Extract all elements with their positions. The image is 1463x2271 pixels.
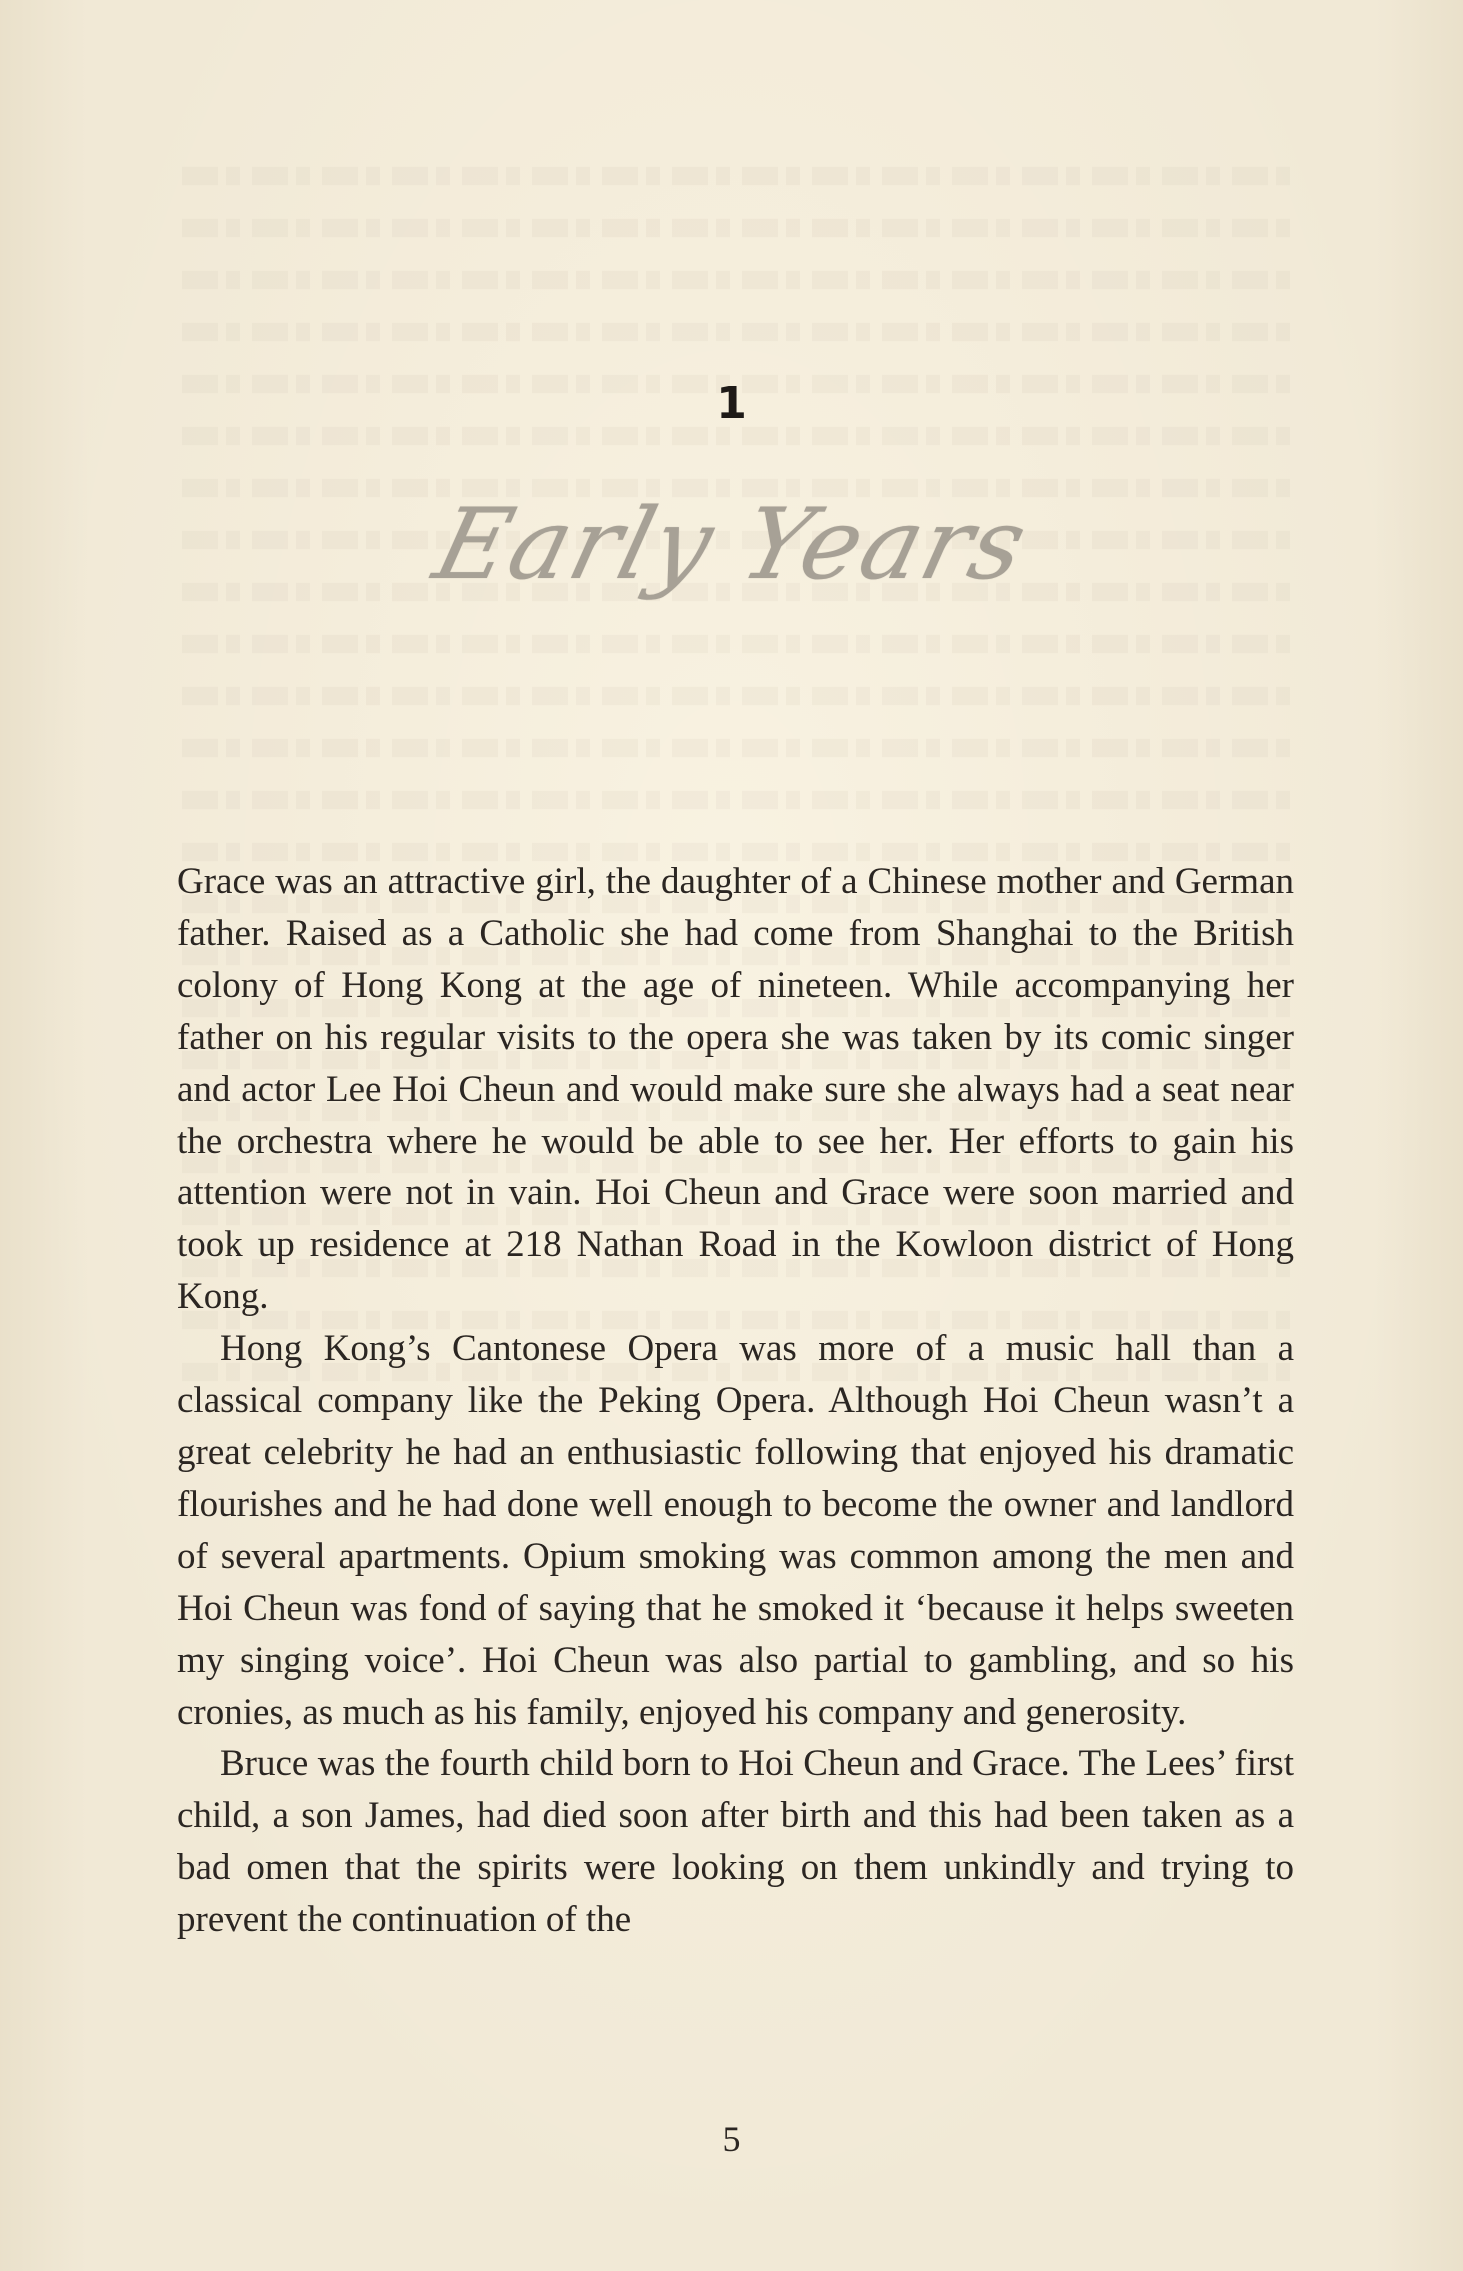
paragraph: Grace was an attractive girl, the daughter of a Chinese mother and German father. Raised as a Catholic she had come from Shanghai to the British colony of Hong Kong at the age of nineteen. While accompanying her father on his regular visits to the opera she was taken by its comic singer and actor Lee Hoi Cheun and would make sure she always had a seat near the orchestra where he would be able to see her. Her efforts to gain his attention were not in vain. Hoi Cheun and Grace were soon married and took up residence at 218 Nathan Road in the Kowloon district of Hong Kong. — [177, 861, 1294, 1318]
chapter-number: 1 — [716, 378, 747, 429]
paragraph: Bruce was the fourth child born to Hoi Cheun and Grace. The Lees’ first child, a son James, had died soon after birth and this had been taken as a bad omen that the spirits were looking on them unkindly and trying to prevent the continuation of the — [177, 1743, 1294, 1941]
page-number: 5 — [722, 2119, 741, 2159]
body-text — [177, 856, 1294, 1946]
chapter-title: Early Years — [424, 488, 1039, 602]
paragraph: Hong Kong’s Cantonese Opera was more of a music hall than a classical company like the Peking Opera. Although Hoi Cheun wasn’t a great celebrity he had an enthusiastic following that enjoyed his dramatic flourishes and he had done well enough to become the owner and landlord of several apartments. Opium smoking was common among the men and Hoi Cheun was fond of saying that he smoked it ‘because it helps sweeten my singing voice’. Hoi Cheun was also partial to gambling, and so his cronies, as much as his family, enjoyed his company and generosity. — [177, 1328, 1294, 1733]
